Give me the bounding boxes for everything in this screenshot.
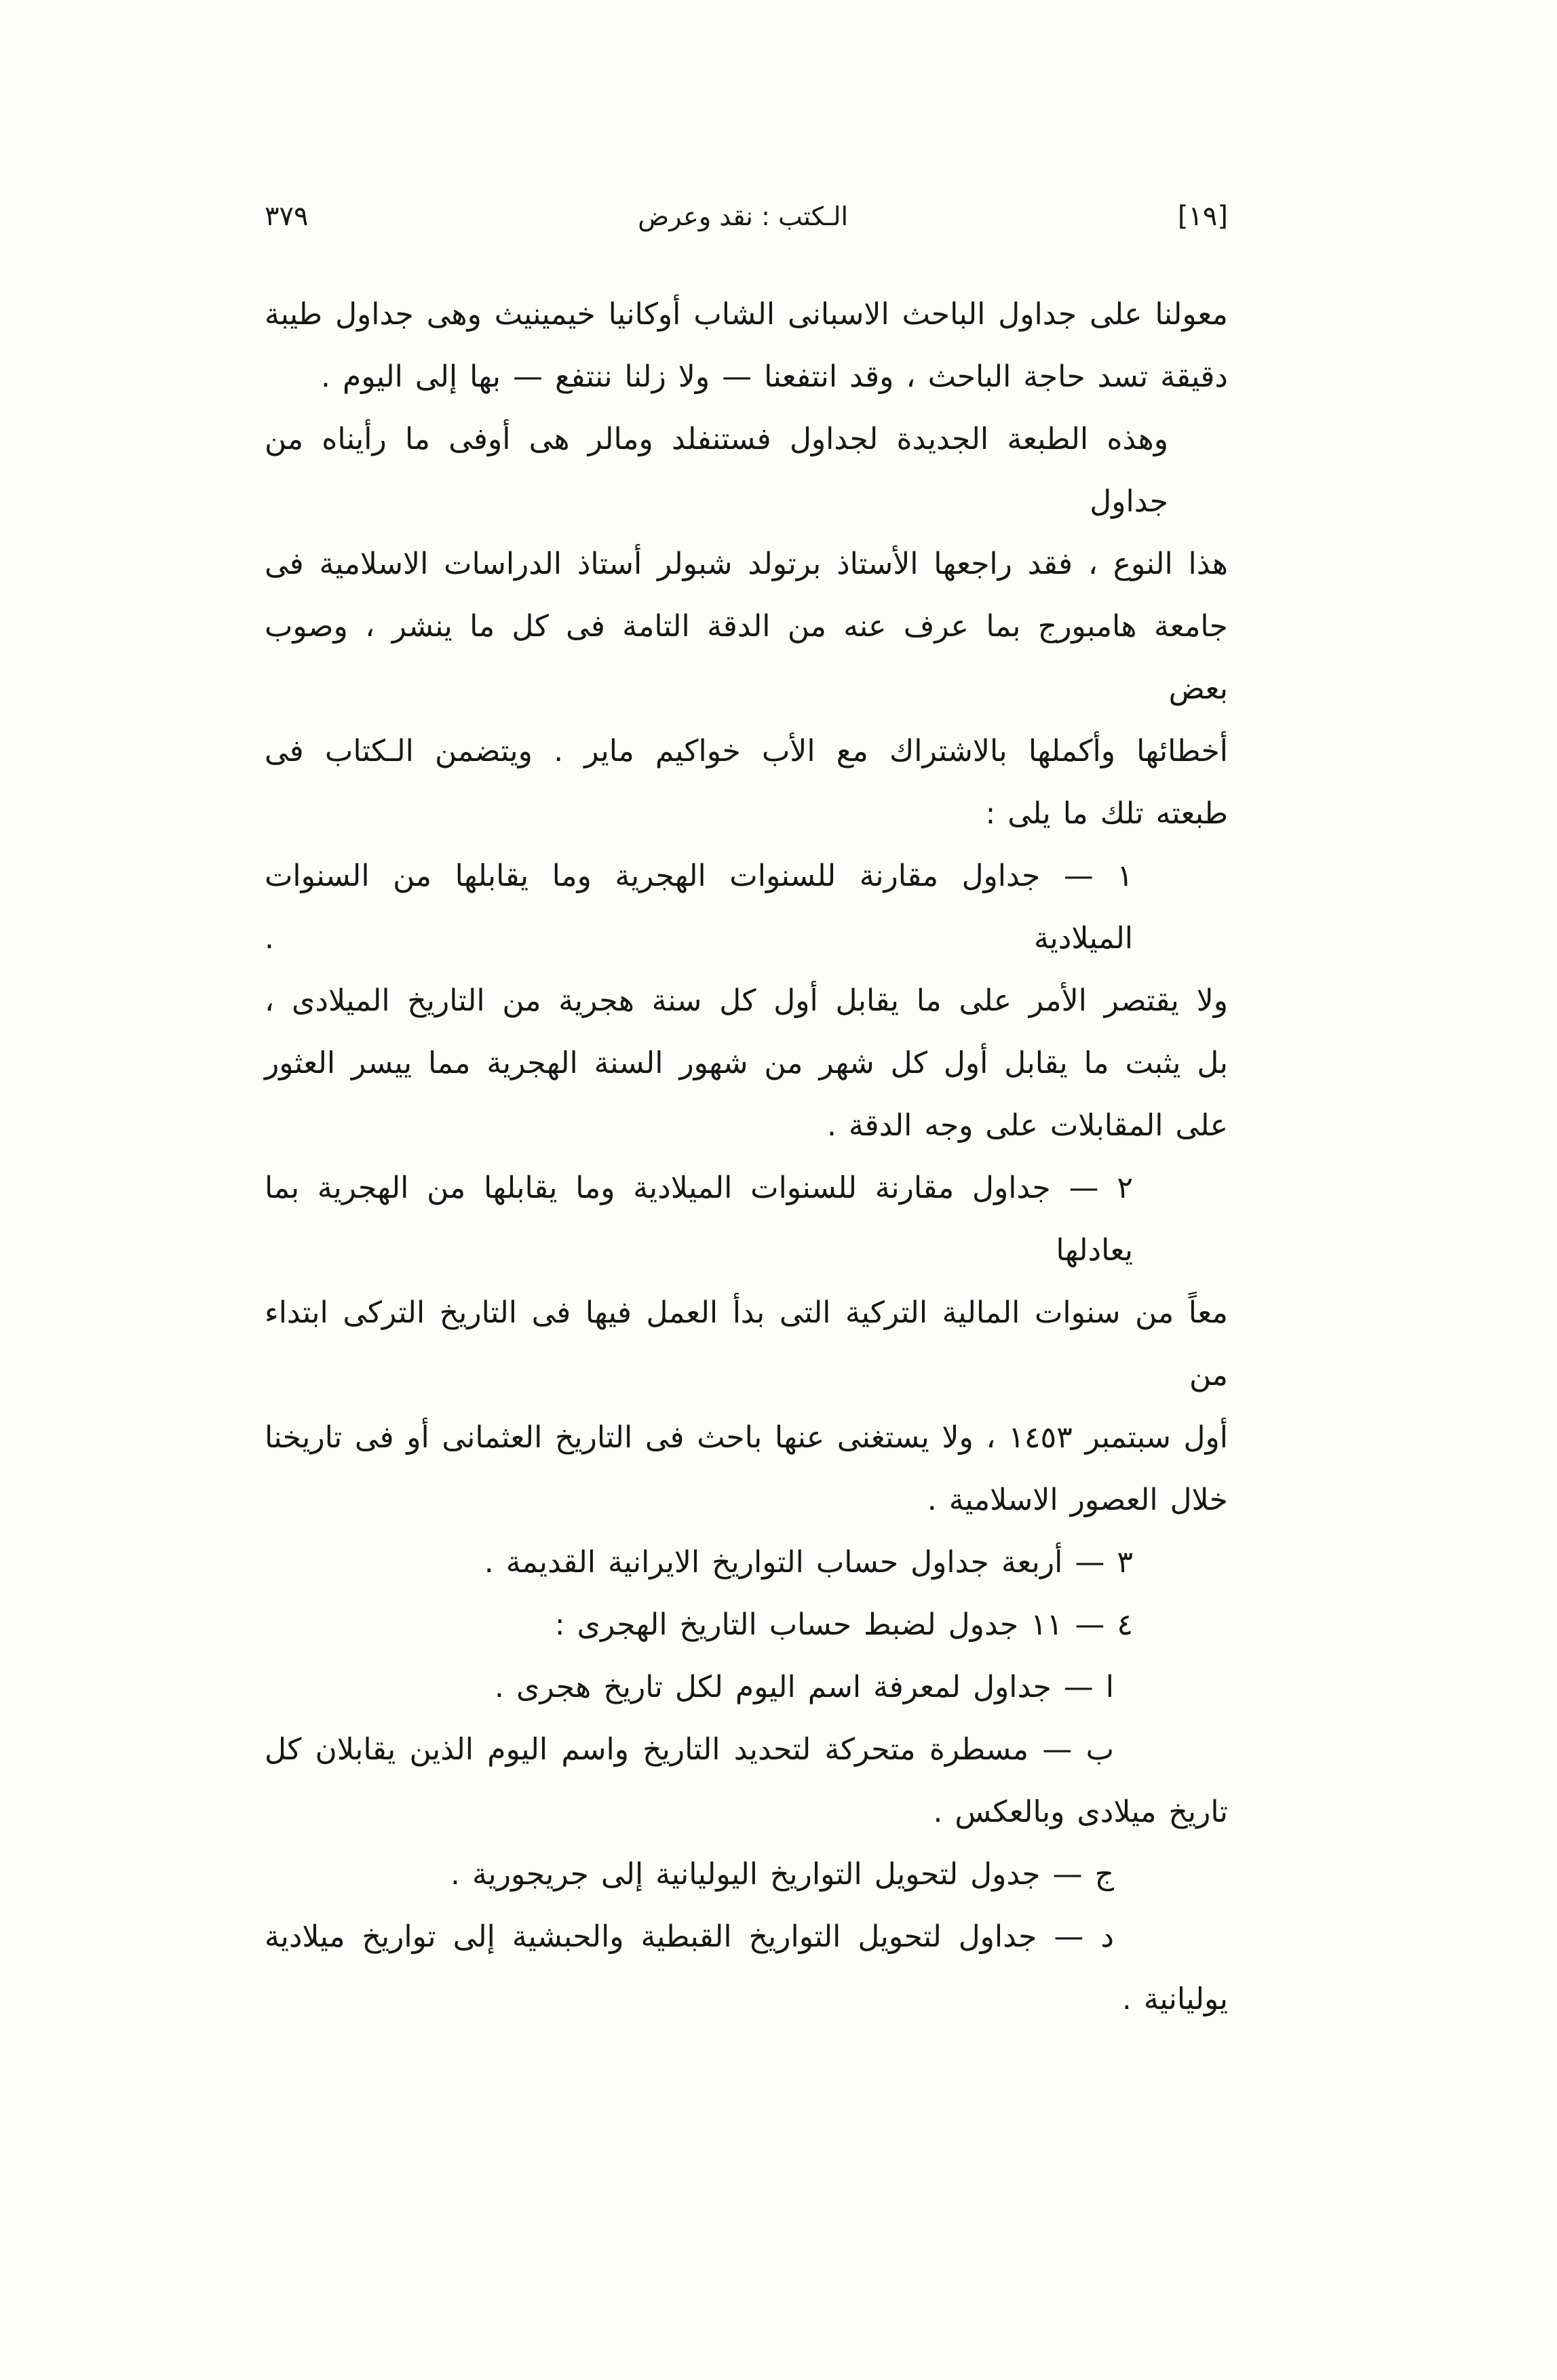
text-line: تاريخ ميلادى وبالعكس . bbox=[933, 1795, 1228, 1829]
sub-item-line: ج — جدول لتحويل التواريخ اليوليانية إلى جريجورية . bbox=[450, 1857, 1114, 1892]
sub-item-line: د — جداول لتحويل التواريخ القبطية والحبشية إلى تواريخ ميلادية bbox=[265, 1919, 1114, 1954]
list-item-line: ٤ — ١١ جدول لضبط حساب التاريخ الهجرى : bbox=[554, 1607, 1133, 1642]
running-header bbox=[265, 195, 1228, 237]
text-line: هذا النوع ، فقد راجعها الأستاذ برتولد شبولر أستاذ الدراسات الاسلامية فى bbox=[265, 547, 1228, 581]
sub-item-line: ب — مسطرة متحركة لتحديد التاريخ واسم اليوم الذين يقابلان كل bbox=[265, 1732, 1114, 1767]
text-line: أول سبتمبر ١٤٥٣ ، ولا يستغنى عنها باحث فى التاريخ العثمانى أو فى تاريخنا bbox=[265, 1420, 1228, 1455]
sub-item-line: ا — جداول لمعرفة اسم اليوم لكل تاريخ هجرى . bbox=[495, 1670, 1114, 1704]
page-body bbox=[265, 284, 1228, 2031]
text-line: على المقابلات على وجه الدقة . bbox=[827, 1108, 1228, 1143]
text-line: يوليانية . bbox=[1121, 1982, 1228, 2016]
list-item-line: ١ — جداول مقارنة للسنوات الهجرية وما يقابلها من السنوات الميلادية . bbox=[265, 859, 1133, 956]
section-title: الـكتب : نقد وعرض bbox=[638, 201, 849, 231]
text-line: جامعة هامبورج بما عرف عنه من الدقة التامة فى كل ما ينشر ، وصوب بعض bbox=[265, 609, 1228, 706]
text-line: ولا يقتصر الأمر على ما يقابل أول كل سنة هجرية من التاريخ الميلادى ، bbox=[265, 983, 1228, 1018]
text-line: دقيقة تسد حاجة الباحث ، وقد انتفعنا — ولا زلنا ننتفع — بها إلى اليوم . bbox=[320, 359, 1228, 394]
entry-number: [١٩] bbox=[1177, 201, 1228, 232]
text-line: أخطائها وأكملها بالاشتراك مع الأب خواكيم ماير . ويتضمن الـكتاب فى bbox=[265, 734, 1228, 768]
text-line: خلال العصور الاسلامية . bbox=[927, 1483, 1228, 1517]
page-number: ٣٧٩ bbox=[265, 201, 309, 232]
text-line: بل يثبت ما يقابل أول كل شهر من شهور السنة الهجرية مما ييسر العثور bbox=[265, 1046, 1228, 1080]
text-line: طبعته تلك ما يلى : bbox=[985, 796, 1228, 831]
list-item-line: ٣ — أربعة جداول حساب التواريخ الايرانية القديمة . bbox=[484, 1545, 1133, 1580]
text-line: معولنا على جداول الباحث الاسبانى الشاب أوكانيا خيمينيث وهى جداول طيبة bbox=[265, 297, 1228, 332]
text-line: وهذه الطبعة الجديدة لجداول فستنفلد ومالر هى أوفى ما رأيناه من جداول bbox=[265, 422, 1168, 519]
list-item-line: ٢ — جداول مقارنة للسنوات الميلادية وما يقابلها من الهجرية بما يعادلها bbox=[265, 1171, 1133, 1268]
text-line: معاً من سنوات المالية التركية التى بدأ العمل فيها فى التاريخ التركى ابتداء من bbox=[265, 1295, 1228, 1392]
